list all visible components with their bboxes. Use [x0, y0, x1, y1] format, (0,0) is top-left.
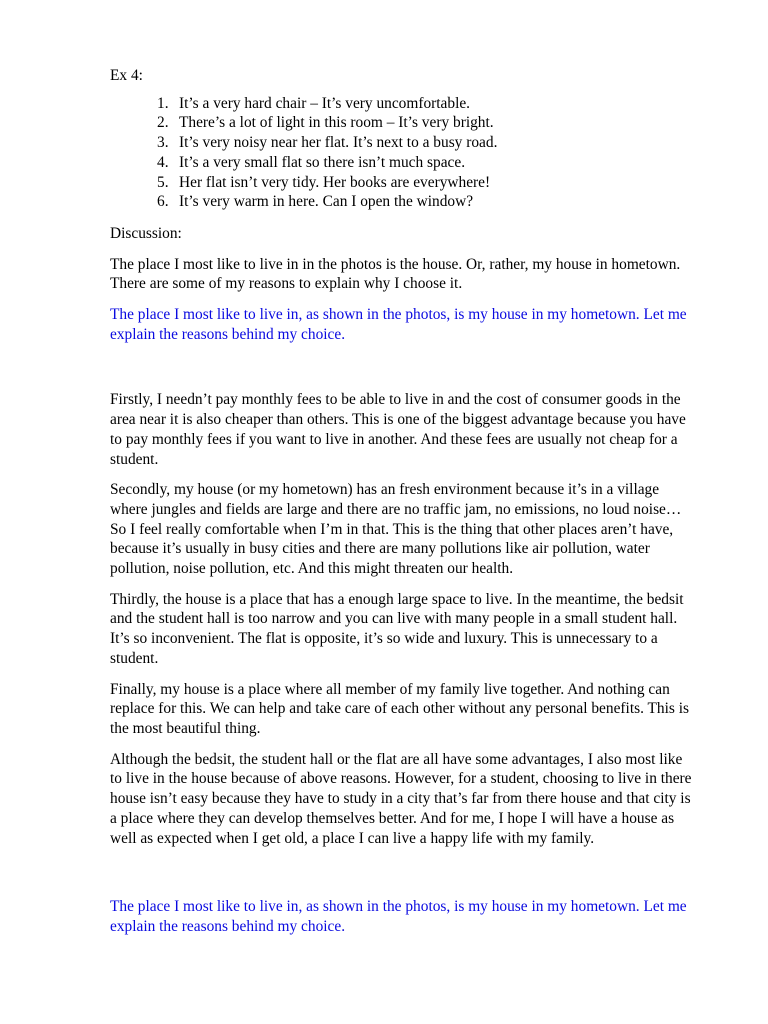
- closing-revised-paragraph: The place I most like to live in, as shown in the photos, is my house in my hometown. Let me explain the reasons behind my choice.: [110, 898, 687, 935]
- list-item: Her flat isn’t very tidy. Her books are everywhere!: [179, 173, 491, 191]
- list-item: There’s a lot of light in this room – It’s very bright.: [179, 114, 494, 132]
- intro-revised-paragraph: The place I most like to live in, as shown in the photos, is my house in my hometown. Let me explain the reasons behind my choice.: [110, 306, 687, 343]
- list-item: It’s very warm in here. Can I open the window?: [179, 193, 474, 211]
- secondly-paragraph: Secondly, my house (or my hometown) has an fresh environment because it’s in a village where jungles and fields are large and there are no traffic jam, no emissions, no loud noise… So I feel really comfortable when I’m in that. This is the thing that other places aren’t have, because it’s usually in busy cities and there are many pollutions like air pollution, water pollution, noise pollution, etc. And this might threaten our health.: [110, 481, 682, 578]
- spacer: [110, 355, 695, 390]
- spacer: [110, 859, 695, 897]
- finally-paragraph: Finally, my house is a place where all member of my family live together. And nothing can replace for this. We can help and take care of each other without any personal benefits. This is the most beautiful thing.: [110, 680, 689, 737]
- list-item: It’s a very small flat so there isn’t much space.: [179, 153, 466, 171]
- firstly-paragraph: Firstly, I needn’t pay monthly fees to be able to live in and the cost of consumer goods in the area near it is also cheaper than others. This is one of the biggest advantage because you have to pay monthly fees if you want to live in another. And these fees are usually not cheap for a student.: [110, 391, 686, 468]
- discussion-heading: Discussion:: [110, 224, 182, 242]
- intro-paragraph: The place I most like to live in in the photos is the house. Or, rather, my house in hometown. There are some of my reasons to explain why I choose it.: [110, 255, 681, 293]
- exercise-list: [110, 94, 695, 212]
- list-item: It’s a very hard chair – It’s very uncomfortable.: [179, 94, 471, 112]
- list-item: It’s very noisy near her flat. It’s next to a busy road.: [179, 134, 498, 152]
- thirdly-paragraph: Thirdly, the house is a place that has a enough large space to live. In the meantime, the bedsit and the student hall is too narrow and you can live with many people in a small student hall. It’s so inconvenient. The flat is opposite, it’s so wide and luxury. This is unnecessary to a student.: [110, 590, 684, 667]
- document-body: [110, 66, 695, 948]
- exercise-heading: Ex 4:: [110, 67, 143, 84]
- conclusion-paragraph: Although the bedsit, the student hall or the flat are all have some advantages, I also most like to live in the house because of above reasons. However, for a student, choosing to live in there house isn’t easy because they have to study in a city that’s far from there house and that city is a place where they can develop themselves better. And for me, I hope I will have a house as well as expected when I get old, a place I can live a happy life with my family.: [110, 750, 692, 847]
